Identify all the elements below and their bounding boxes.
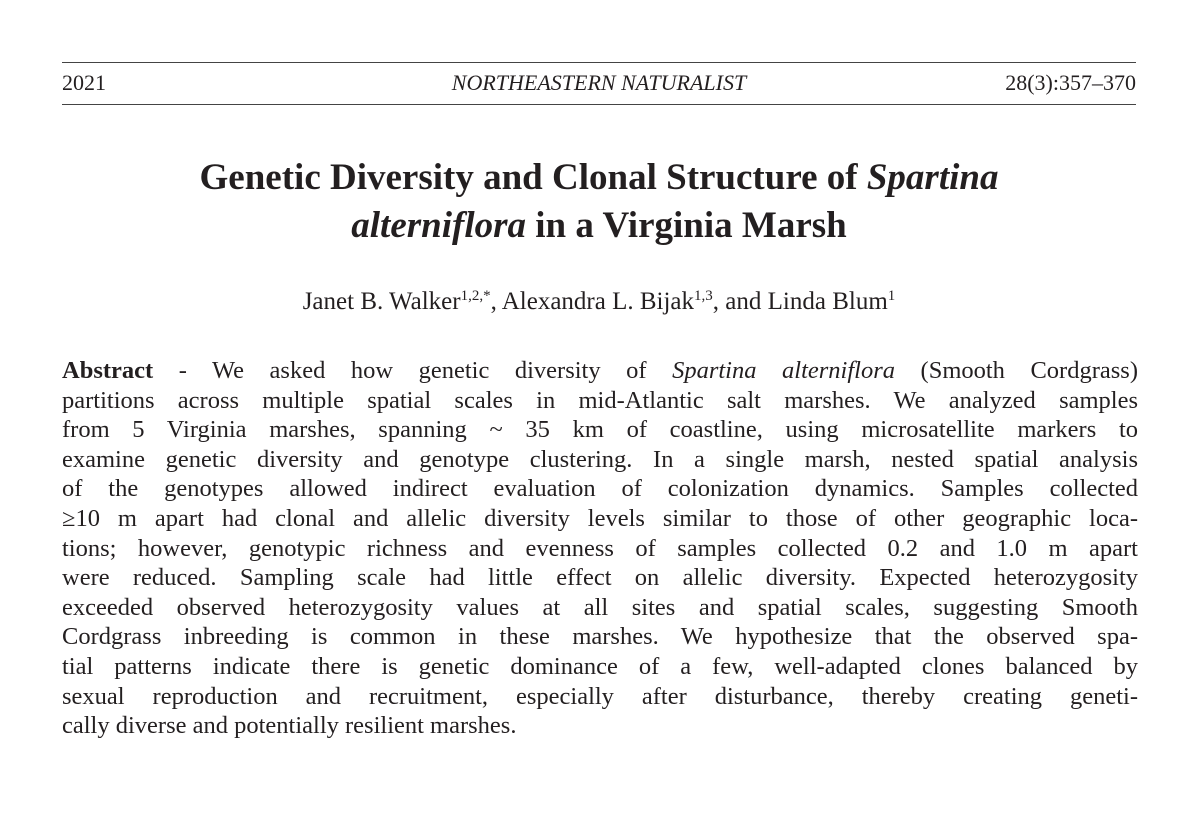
- author-name: Janet B. Walker: [302, 288, 461, 315]
- abstract-line: Cordgrass inbreeding is common in these marshes. We hypothesize that the observed spa-: [62, 623, 1138, 651]
- article-title: [62, 154, 1136, 250]
- title-line-1: [62, 154, 1136, 202]
- author-list: [62, 284, 1136, 320]
- abstract-line: tial patterns indicate there is genetic dominance of a few, well-adapted clones balanced by: [62, 652, 1138, 680]
- abstract-label: Abstract: [62, 357, 154, 384]
- publication-year: 2021: [62, 70, 106, 95]
- abstract: [62, 356, 1138, 741]
- abstract-line: from 5 Virginia marshes, spanning ~ 35 km of coastline, using microsatellite markers to: [62, 416, 1138, 444]
- abstract-line: exceeded observed heterozygosity values at all sites and spatial scales, suggesting Smooth: [62, 593, 1138, 621]
- volume-pages: 28(3):357–370: [1005, 70, 1136, 95]
- title-text-1: Genetic Diversity and Clonal Structure of: [199, 157, 867, 198]
- author-separator: , and: [712, 288, 768, 315]
- abstract-line: [62, 356, 1138, 386]
- abstract-line: sexual reproduction and recruitment, especially after disturbance, thereby creating geneti-: [62, 682, 1138, 710]
- abstract-line: cally diverse and potentially resilient marshes.: [62, 712, 517, 740]
- title-text-2: in a Virginia Marsh: [526, 205, 847, 246]
- abstract-line: were reduced. Sampling scale had little effect on allelic diversity. Expected heterozygosity: [62, 564, 1138, 592]
- abstract-text: - We asked how genetic diversity of: [153, 357, 673, 384]
- author-affiliation: 1,3: [694, 288, 713, 304]
- abstract-line: tions; however, genotypic richness and evenness of samples collected 0.2 and 1.0 m apart: [62, 534, 1138, 562]
- header-top-rule: [62, 62, 1136, 63]
- author-name: Alexandra L. Bijak: [501, 288, 695, 315]
- title-line-2: [62, 202, 1136, 250]
- abstract-line: of the genotypes allowed indirect evaluation of colonization dynamics. Samples collected: [62, 475, 1138, 503]
- abstract-line: ≥10 m apart had clonal and allelic diversity levels similar to those of other geographic loca-: [62, 504, 1138, 532]
- running-head: [62, 66, 1136, 100]
- species-name: Spartina alterniflora: [672, 357, 895, 384]
- abstract-line: examine genetic diversity and genotype clustering. In a single marsh, nested spatial analysis: [62, 445, 1138, 473]
- author-affiliation: 1: [887, 288, 896, 304]
- abstract-text: (Smooth Cordgrass): [895, 357, 1138, 384]
- title-genus: Spartina: [866, 157, 999, 198]
- journal-name: NORTHEASTERN NATURALIST: [451, 70, 747, 95]
- abstract-line: partitions across multiple spatial scales in mid-Atlantic salt marshes. We analyzed samples: [62, 386, 1138, 414]
- title-species: alterniflora: [351, 205, 527, 246]
- header-bottom-rule: [62, 104, 1136, 105]
- author-name: Linda Blum: [767, 288, 888, 315]
- author-separator: ,: [490, 288, 502, 315]
- author-affiliation: 1,2,*: [460, 288, 491, 304]
